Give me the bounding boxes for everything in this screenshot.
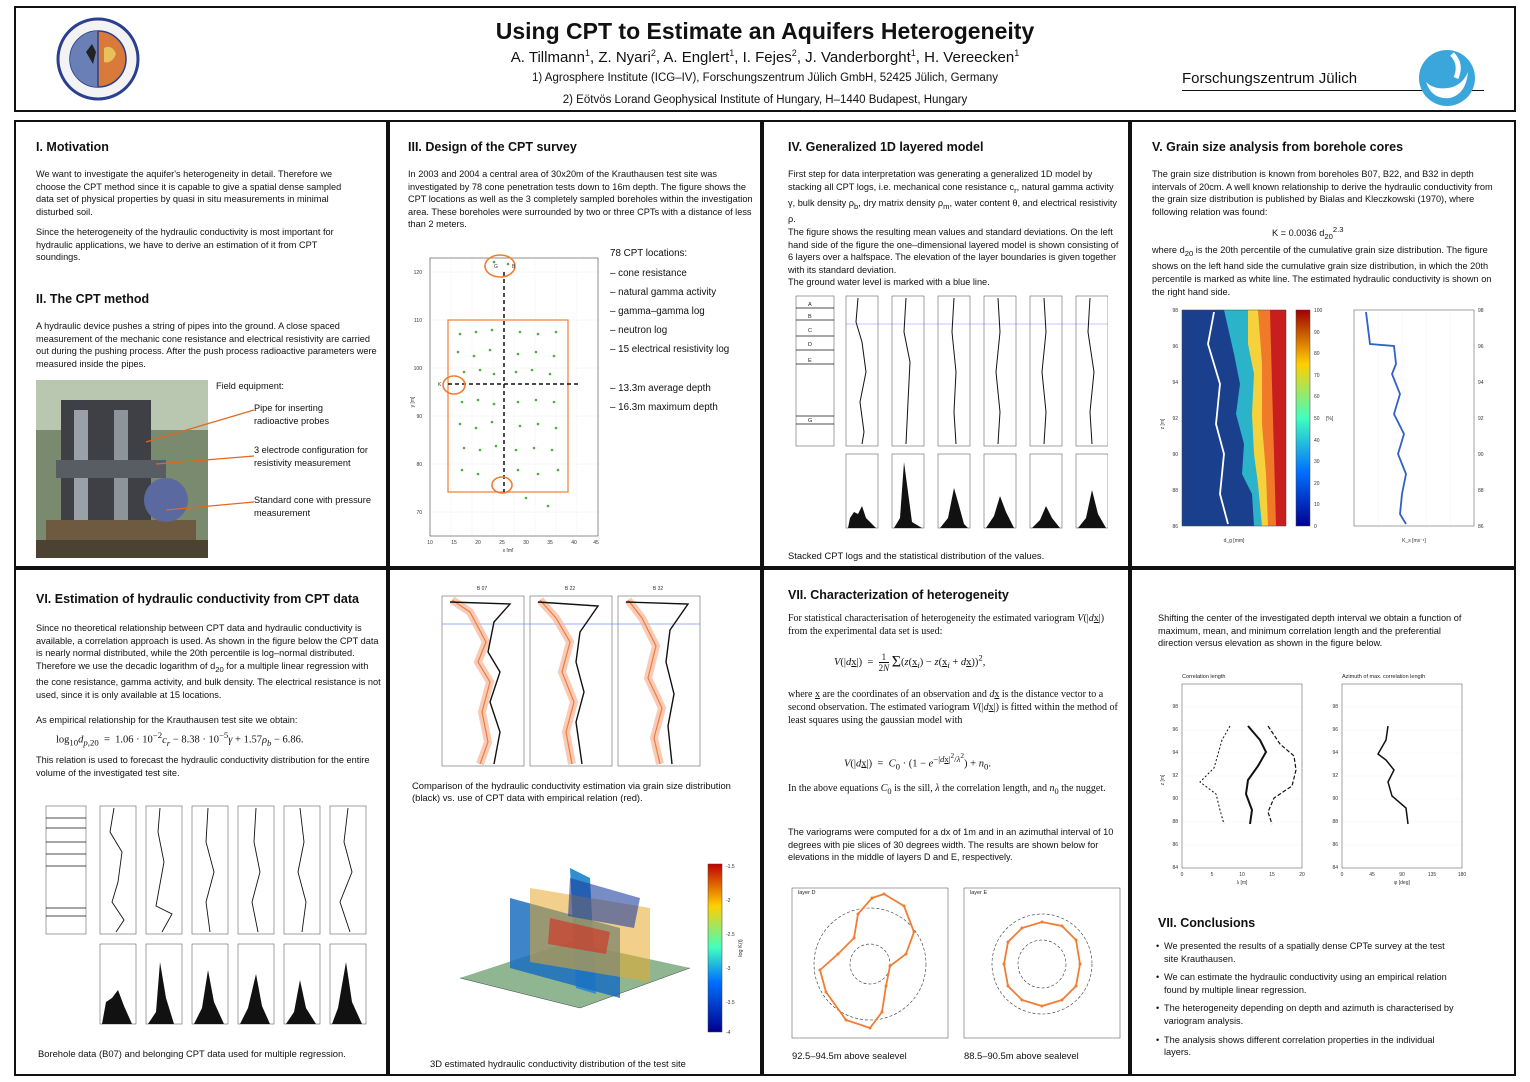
author-affiliation-marker: 1 (729, 48, 735, 58)
svg-text:50: 50 (1314, 416, 1320, 422)
svg-text:5: 5 (1210, 872, 1214, 878)
cpt-measurement-item: – cone resistance (610, 268, 687, 279)
svg-text:90: 90 (1172, 452, 1178, 458)
svg-text:84: 84 (1332, 865, 1338, 871)
svg-text:98: 98 (1172, 308, 1178, 314)
svg-text:30: 30 (1314, 459, 1320, 465)
regression-equation: $\log_{10}d_{p,20} = 1.06 \cdot 10^{-2}c_r - 8.38 \cdot 10^{-5}\gamma + 1.57\rho_b - 6.86$. (56, 730, 304, 748)
layered-caption: Stacked CPT logs and the statistical distribution of the values. (788, 550, 1045, 561)
svg-text:10: 10 (1314, 502, 1320, 508)
svg-text:86: 86 (1172, 842, 1178, 848)
map-ytick: 90 (416, 414, 422, 420)
author-list: A. Tillmann$^1$, Z. Nyari$^2$, A. Englert$^1$, I. Fejes$^2$, J. Vanderborght$^1$, H. Vereecken$^1$ (510, 48, 1020, 66)
colorbar-tick: -4 (726, 1030, 731, 1036)
svg-text:180: 180 (1457, 872, 1467, 878)
colorbar-tick: -2 (726, 898, 731, 904)
colorbar-tick: -3.5 (726, 1000, 735, 1006)
callout-pipe-probes: Pipe for inserting radioactive probes (254, 403, 330, 426)
author-name: A. Tillmann (510, 49, 585, 66)
corr-ylabel: z [m] (1160, 774, 1166, 786)
correlation-length-figure (1156, 670, 1496, 890)
motivation-text-2: Since the heterogeneity of the hydraulic conductivity is most important for hydraulic applications, we have to derive an estimation of it from CPT soundings. (36, 227, 334, 263)
svg-text:94: 94 (1478, 380, 1484, 386)
colorbar-label: log K(i) (738, 939, 744, 957)
layer-label: B (808, 314, 812, 320)
svg-text:98: 98 (1172, 704, 1178, 710)
svg-text:135: 135 (1427, 872, 1437, 878)
heterogeneity-text-3: In the above equations $C_0$ is the sill, λ the correlation length, and $n_0$ the nugget. (788, 783, 1106, 796)
rose-right-caption: 88.5–90.5m above sealevel (964, 1050, 1079, 1061)
borehole-title: B 22 (564, 586, 576, 592)
colorbar-tick: -3 (726, 966, 731, 972)
cpt-measurement-item: – neutron log (610, 325, 668, 336)
svg-text:92: 92 (1332, 773, 1338, 779)
svg-text:15: 15 (1269, 872, 1275, 878)
layer-label: C (808, 328, 812, 334)
motivation-heading: I. Motivation (36, 140, 109, 154)
3d-caption: 3D estimated hydraulic conductivity distribution of the test site (430, 1058, 686, 1069)
panel-motivation (14, 120, 388, 568)
callout-lines (136, 392, 256, 522)
svg-text:20: 20 (1314, 481, 1320, 487)
map-label-g: G (494, 264, 498, 270)
svg-text:94: 94 (1332, 750, 1338, 756)
svg-text:90: 90 (1399, 872, 1405, 878)
stacked-cpt-logs (788, 292, 1108, 542)
panel-heterogeneity (762, 568, 1130, 1076)
svg-text:86: 86 (1478, 524, 1484, 530)
svg-text:20: 20 (1299, 872, 1305, 878)
author-affiliation-marker: 1 (584, 48, 590, 58)
cpt-measurement-list (610, 264, 729, 359)
map-ytick: 80 (416, 462, 422, 468)
panel-design (388, 120, 762, 568)
svg-text:90: 90 (1332, 796, 1338, 802)
map-ylabel: y [m] (410, 396, 416, 408)
cpt-location-map (408, 252, 604, 552)
cpt-measurement-item: – gamma–gamma log (610, 306, 705, 317)
map-ytick: 100 (413, 366, 422, 372)
conclusion-item: • The heterogeneity depending on depth and azimuth is characterised by variogram analysis. (1156, 1002, 1456, 1027)
histogram-row (846, 454, 1108, 528)
comparison-caption: Comparison of the hydraulic conductivity estimation via grain size distribution (black) vs. use of CPT data with empirical relation (red). (412, 780, 731, 803)
author-affiliation-marker: 1 (1014, 48, 1020, 58)
svg-text:80: 80 (1314, 351, 1320, 357)
layered-heading: IV. Generalized 1D layered model (788, 140, 984, 154)
cpt-measurement-item: – natural gamma activity (610, 287, 717, 298)
borehole-title: B 07 (476, 586, 488, 592)
svg-text:94: 94 (1172, 750, 1178, 756)
estimation-text-3: This relation is used to forecast the hydraulic conductivity distribution for the entire volume of the investigated test site. (36, 755, 370, 778)
borehole-title: B 32 (652, 586, 664, 592)
svg-text:98: 98 (1332, 704, 1338, 710)
svg-text:10: 10 (1239, 872, 1245, 878)
grain-text-2: where $d_{20}$ is the 20th percentile of the cumulative grain size distribution. The figure shows on the left hand side the cumulative grain size distribution, in which the 20th percentile is marked as white line. The estimated hydraulic conductivity is shown on the right hand side. (1152, 245, 1492, 297)
heterogeneity-text-4: The variograms were computed for a dx of 1m and in an azimuthal interval of 10 degrees with pie slices of 30 degrees width. The results are shown below for elevations in the middle of layers D and E, respectively. (788, 827, 1114, 863)
svg-text:90: 90 (1314, 330, 1320, 336)
corr-left-title: Correlation length (1182, 674, 1226, 680)
map-xtick: 15 (451, 540, 457, 546)
variogram-rose-layer-e (958, 882, 1126, 1042)
rose-title: layer D (798, 890, 816, 896)
map-ytick: 110 (414, 318, 422, 324)
cpt-measurement-item: – 15 electrical resistivity log (610, 344, 730, 355)
svg-text:92: 92 (1172, 416, 1178, 422)
svg-text:94: 94 (1172, 380, 1178, 386)
estimation-caption: Borehole data (B07) and belonging CPT data used for multiple regression. (38, 1048, 346, 1059)
svg-text:88: 88 (1478, 488, 1484, 494)
svg-text:70: 70 (1314, 373, 1320, 379)
svg-text:90: 90 (1478, 452, 1484, 458)
layer-label: G (808, 418, 813, 424)
layered-text: First step for data interpretation was generating a generalized 1D model by stacking all CPT logs, i.e. mechanical cone resistance $c_r$, natural gamma activity γ, bulk density $\rho_b$, dry matrix density $\rho_m$, water content θ, and electrical resistivity ρ. The figure shows the resulting mean values and standard deviations. On the left hand side of the figure the one–dimensional layered model is shown consisting of 6 layers over a halfspace. The elevation of the layer boundaries is given together with its standard deviation. The ground water level is marked with a blue line. (788, 169, 1119, 288)
motivation-text-1: We want to investigate the aquifer's heterogeneity in detail. Therefore we choose the CPT method since it is capable to give a spatial dense sampled data set of physical properties by quasi in situ measurements in minimal disturbed soil. (36, 169, 342, 217)
colorbar-tick: -2.5 (726, 932, 735, 938)
borehole-b07-figure (38, 802, 384, 1038)
author-affiliation-marker: 1 (910, 48, 916, 58)
grain-right-xlabel: K_s [ms⁻¹] (1402, 538, 1426, 544)
panel-comparison (388, 568, 762, 1076)
heterogeneity-heading: VII. Characterization of heterogeneity (788, 588, 1009, 602)
svg-text:96: 96 (1172, 344, 1178, 350)
institute-name: Forschungszentrum Jülich (1182, 70, 1358, 87)
map-xtick: 40 (571, 540, 577, 546)
author-affiliation-marker: 2 (791, 48, 797, 58)
author-affiliation-marker: 2 (650, 48, 656, 58)
svg-text:88: 88 (1172, 819, 1178, 825)
panel-grain-size (1130, 120, 1516, 568)
svg-text:[%]: [%] (1326, 416, 1334, 422)
grain-ylabel: z [m] (1160, 418, 1166, 430)
map-xtick: 45 (593, 540, 599, 546)
cpt-depth-list (610, 379, 718, 417)
svg-text:96: 96 (1478, 344, 1484, 350)
svg-text:92: 92 (1478, 416, 1484, 422)
panel-estimation (14, 568, 388, 1076)
author-name: J. Vanderborght (805, 49, 911, 66)
svg-text:86: 86 (1332, 842, 1338, 848)
variogram-rose-layer-d (786, 882, 954, 1042)
heterogeneity-text-2: where x are the coordinates of an observation and dx is the distance vector to a second observation. The estimated variogram V(|dx|) is fitted within the method of least squares using the gaussian model with (788, 689, 1118, 726)
svg-text:60: 60 (1314, 394, 1320, 400)
svg-text:0: 0 (1314, 524, 1317, 530)
svg-text:86: 86 (1172, 524, 1178, 530)
map-label-b: B (512, 264, 516, 270)
map-label-k: K (438, 382, 442, 388)
svg-text:88: 88 (1332, 819, 1338, 825)
rose-left-caption: 92.5–94.5m above sealevel (792, 1050, 907, 1061)
corr-right-title: Azimuth of max. correlation length (1342, 674, 1426, 680)
author-name: H. Vereecken (924, 49, 1015, 66)
estimation-text-1: Since no theoretical relationship between CPT data and hydraulic conductivity is available, a correlation approach is used. As shown in the figure below the CPT data is nearly normal distributed, while the 20th percentile is log–normal distributed. Therefore we use the decadic logarithm of $d_{20}$ for a multiple linear regression with the cone resistance, gamma activity, and bulk density. The electrical resistance is not used, since it is only available at 15 locations. (36, 623, 381, 700)
layer-label: D (808, 342, 812, 348)
gaussian-model-equation: $V(|dx|) = C_0 \cdot (1 - e^{-|dx|^2/\lambda^2}) + n_0$. (844, 752, 991, 772)
svg-text:92: 92 (1172, 773, 1178, 779)
heterogeneity-text-1: For statistical characterisation of heterogeneity the estimated variogram V(|dx|) from the experimental data set is used: (788, 613, 1105, 637)
author-name: Z. Nyari (598, 49, 651, 66)
correlation-text: Shifting the center of the investigated depth interval we obtain a function of maximum, mean, and minimum correlation length and the preferential direction versus elevation as shown in the figure below. (1158, 613, 1462, 649)
svg-text:0: 0 (1340, 872, 1344, 878)
svg-text:100: 100 (1314, 308, 1323, 314)
cpt-method-heading: II. The CPT method (36, 292, 150, 306)
grain-left-xlabel: d_g [mm] (1223, 538, 1245, 544)
conclusions-heading: VII. Conclusions (1158, 916, 1256, 930)
layer-label: A (808, 302, 812, 308)
map-xtick: 30 (523, 540, 529, 546)
map-ytick: 120 (413, 270, 422, 276)
estimation-heading: VI. Estimation of hydraulic conductivity from CPT data (36, 592, 359, 606)
affiliation-1: 1) Agrosphere Institute (ICG–IV), Forschungszentrum Jülich GmbH, 52425 Jülich, Germany (532, 72, 998, 84)
map-xtick: 35 (547, 540, 553, 546)
log-columns (846, 296, 1108, 446)
callout-standard-cone: Standard cone with pressure measurement (254, 495, 371, 518)
estimation-text-2: As empirical relationship for the Krauthausen test site we obtain: (36, 715, 298, 725)
field-equipment-label: Field equipment: (216, 381, 284, 391)
map-xtick: 25 (499, 540, 505, 546)
map-xtick: 10 (427, 540, 433, 546)
grain-size-figure (1144, 304, 1510, 554)
grain-formula: K = 0.0036 $d_{20}^{2.3}$ (1272, 225, 1344, 241)
corr-xticks (1181, 872, 1467, 878)
corr-left-xlabel: λ [m] (1236, 880, 1248, 886)
svg-text:90: 90 (1172, 796, 1178, 802)
panel-layered-model (762, 120, 1130, 568)
cpt-depth-item: – 16.3m maximum depth (610, 402, 718, 413)
cpt-depth-item: – 13.3m average depth (610, 383, 711, 394)
rose-title: layer E (970, 890, 988, 896)
map-xlabel: x [m] (502, 548, 514, 552)
affiliation-2: 2) Eötvös Lorand Geophysical Institute of Hungary, H–1440 Budapest, Hungary (562, 94, 968, 106)
grain-text-1: The grain size distribution is known from boreholes B07, B22, and B32 in depth intervals of 20cm. A well known relationship to derive the hydraulic conductivity from the grain size distribution is published by Bialas and Kleczkowski (1970), where following relation was found: (1152, 169, 1493, 217)
variogram-equation: V(|dx|) = $\frac{1}{2N}$ $\Sigma(z(x_i) - z(x_i + dx))^2$, (834, 652, 986, 673)
conclusion-item: • The analysis shows different correlation properties in the individual layers. (1156, 1034, 1456, 1059)
grain-heading: V. Grain size analysis from borehole cores (1152, 140, 1404, 154)
svg-text:96: 96 (1172, 727, 1178, 733)
fzj-logo (1412, 48, 1482, 108)
design-heading: III. Design of the CPT survey (408, 140, 577, 154)
colorbar-tick: -1.5 (726, 864, 735, 870)
poster-title: Using CPT to Estimate an Aquifers Heterogeneity (495, 18, 1035, 44)
conclusions-list (1156, 940, 1456, 1065)
conclusion-item: • We can estimate the hydraulic conductivity using an empirical relation found by multiple linear regression. (1156, 971, 1456, 996)
layer-label: E (808, 358, 812, 364)
hydraulic-conductivity-3d (420, 858, 750, 1038)
cpt-method-text: A hydraulic device pushes a string of pipes into the ground. A close spaced measurement of the mechanic cone resistance and electrical resistivity are carried out during the pushing process. After the push process radioactive parameters were measured inside the pipes. (36, 321, 377, 369)
design-text: In 2003 and 2004 a central area of 30x20m of the Krauthausen test site was investigated by 78 cone penetration tests down to 16m depth. The figure shows the CPT locations as well as the 3 completely sampled boreholes within the investigation area. These boreholes were surrounded by two or three CPTs with a distance of less than 2 meters. (408, 169, 753, 230)
conclusion-item: • We presented the results of a spatially dense CPTe survey at the test site Krauthausen. (1156, 940, 1456, 965)
svg-text:96: 96 (1332, 727, 1338, 733)
svg-text:98: 98 (1478, 308, 1484, 314)
author-name: I. Fejes (742, 49, 792, 66)
cpt-locations-title: 78 CPT locations: (610, 248, 688, 259)
author-name: A. Englert (663, 49, 730, 66)
callout-electrode-config: 3 electrode configuration for resistivity measurement (254, 445, 368, 468)
svg-text:0: 0 (1180, 872, 1184, 878)
colorbar-ticks (1314, 308, 1334, 530)
svg-text:45: 45 (1369, 872, 1375, 878)
corr-right-xlabel: φ [deg] (1394, 880, 1410, 886)
svg-text:88: 88 (1172, 488, 1178, 494)
map-ytick: 70 (416, 510, 422, 516)
svg-text:84: 84 (1172, 865, 1178, 871)
panel-conclusions (1130, 568, 1516, 1076)
poster-header (14, 6, 1516, 112)
svg-text:40: 40 (1314, 438, 1320, 444)
hydraulic-conductivity-comparison (430, 582, 748, 778)
map-xtick: 20 (475, 540, 481, 546)
